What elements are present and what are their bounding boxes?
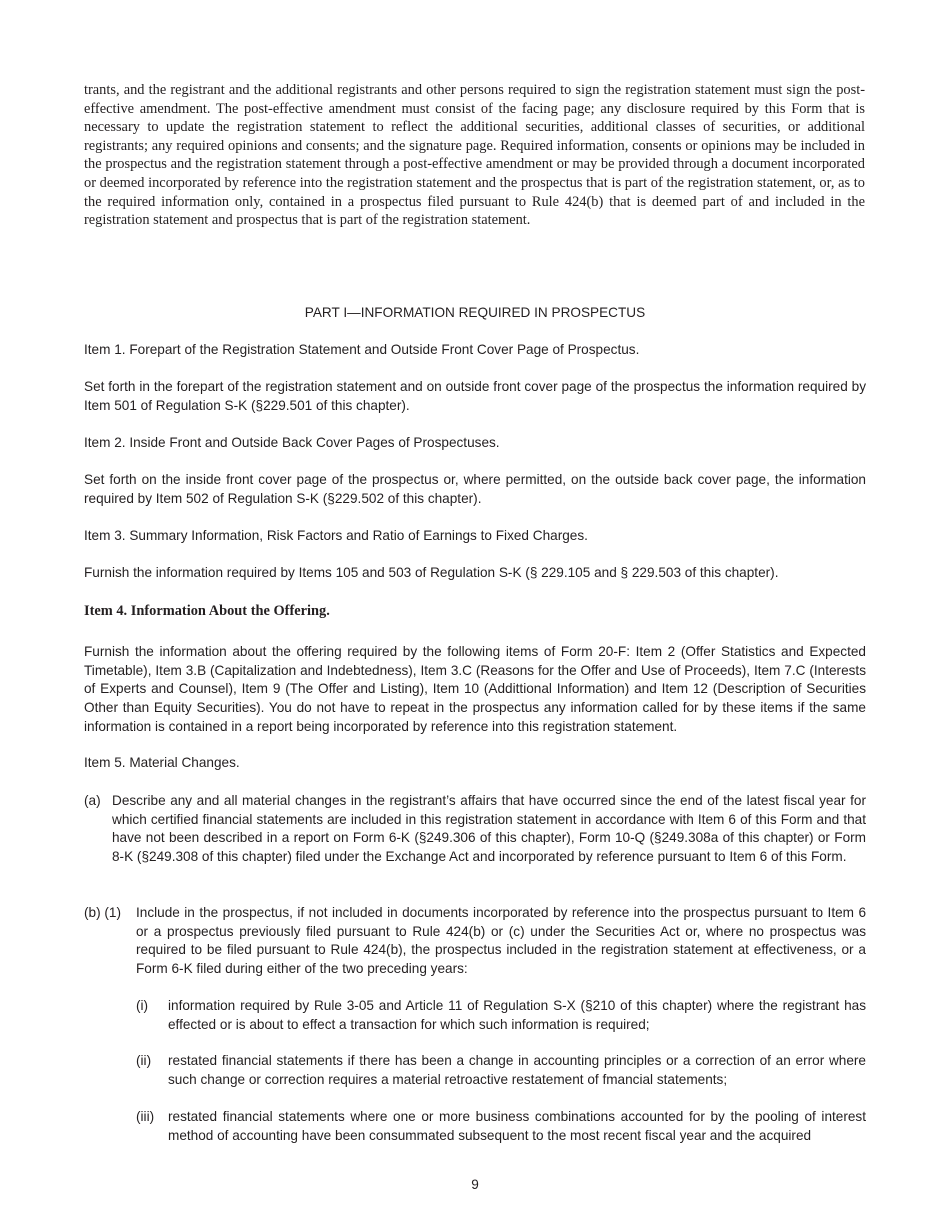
sub-item-text: restated financial statements if there has been a change in accounting principles or a correction of an error where such change or correction requires a material retroactive restatement of fmancial statements;	[168, 1053, 866, 1087]
item3-body: Furnish the information required by Items 105 and 503 of Regulation S-K (§ 229.105 and § 229.503 of this chapter).	[84, 565, 779, 580]
item2-heading: Item 2. Inside Front and Outside Back Cover Pages of Prospectuses.	[84, 435, 500, 450]
item5-a-text: Describe any and all material changes in the registrant’s affairs that have occurred since the end of the latest fiscal year for which certified financial statements are included in this registration statement in accordance with Item 6 of this Form and that have not been described in a report on Form 6-K (§249.306 of this chapter), Form 10-Q (§249.308a of this chapter) or Form 8-K (§249.308 of this chapter) filed under the Exchange Act and incorporated by reference pursuant to Item 6 of this Form.	[112, 793, 866, 865]
page-number: 9	[471, 1177, 479, 1192]
sub-item-label: (ii)	[136, 1053, 152, 1068]
intro-paragraph: trants, and the registrant and the additional registrants and other persons required to sign the registration statement must sign the post-effective amendment. The post-effective amendment must consist of the facing page; any disclosure required by this Form that is necessary to update the registration statement to reflect the additional securities, additional classes of securities, or additional registrants; any required opinions and consents; and the signature page. Required information, consents or opinions may be included in the prospectus and the registration statement through a post-effective amendment or may be provided through a document incorporated or deemed incorporated by reference into the registration statement and the prospectus that is part of the registration statement, or, as to the required information only, contained in a prospectus filed pursuant to Rule 424(b) that is deemed part of and included in the registration statement and prospectus that is part of the registration statement.	[84, 82, 865, 229]
sub-item-label: (iii)	[136, 1109, 155, 1124]
part-heading: PART I—INFORMATION REQUIRED IN PROSPECTUS	[304, 305, 646, 320]
item4-heading: Item 4. Information About the Offering.	[84, 603, 330, 619]
item1-heading: Item 1. Forepart of the Registration Statement and Outside Front Cover Page of Prospectus.	[84, 342, 640, 357]
item4-body: Furnish the information about the offering required by the following items of Form 20-F: Item 2 (Offer Statistics and Expected Timetable), Item 3.B (Capitalization and Indebtedness), Item 3.C (Reasons for the Offer and Use of Proceeds), Item 7.C (Interests of Experts and Counsel), Item 9 (The Offer and Listing), Item 10 (Addittional Information) and Item 12 (Description of Securities Other than Equity Securities). You do not have to repeat in the prospectus any information called for by these items if the same information is contained in a report being incorporated by reference into this registration statement.	[84, 644, 866, 734]
sub-item-text: restated financial statements where one or more business combinations accounted for by the pooling of interest method of accounting have been consummated subsequent to the most recent fiscal year and the acquired	[168, 1109, 866, 1143]
item2-body: Set forth on the inside front cover page of the prospectus or, where permitted, on the outside back cover page, the information required by Item 502 of Regulation S-K (§229.502 of this chapter).	[84, 472, 866, 506]
sub-item-text: information required by Rule 3-05 and Article 11 of Regulation S-X (§210 of this chapter) where the registrant has effected or is about to effect a transaction for which such information is required;	[168, 998, 866, 1032]
item5-heading: Item 5. Material Changes.	[84, 755, 240, 770]
item5-b-label: (b) (1)	[84, 905, 122, 920]
item5-a-label: (a)	[84, 793, 101, 808]
sub-item-label: (i)	[136, 998, 149, 1013]
item1-body: Set forth in the forepart of the registration statement and on outside front cover page of the prospectus the information required by Item 501 of Regulation S-K (§229.501 of this chapter).	[84, 379, 866, 413]
item3-heading: Item 3. Summary Information, Risk Factors and Ratio of Earnings to Fixed Charges.	[84, 528, 588, 543]
item5-b-text: Include in the prospectus, if not included in documents incorporated by reference into the prospectus pursuant to Item 6 or a prospectus previously filed pursuant to Rule 424(b) or (c) under the Securities Act or, where no prospectus was required to be filed pursuant to Rule 424(b), the prospectus included in the registration statement at effectiveness, or a Form 6-K filed during either of the two preceding years:	[136, 905, 866, 977]
